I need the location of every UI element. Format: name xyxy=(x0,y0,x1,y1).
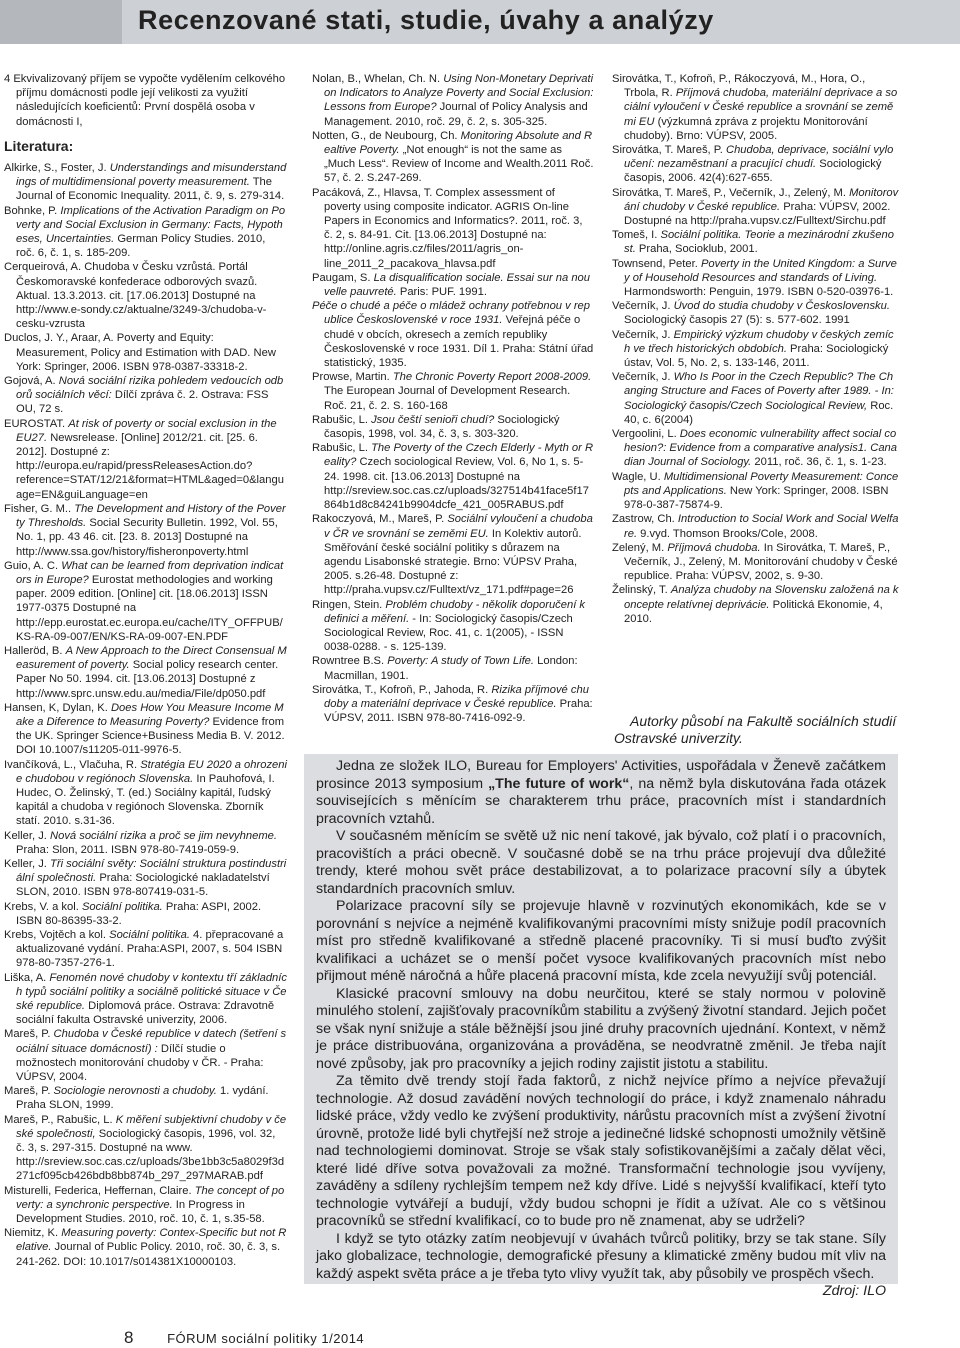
reference-entry xyxy=(4,559,287,644)
reference-entry xyxy=(4,417,287,502)
reference-details: In Pauhofová, I. Hudec, O. Želinský, T. (ed.) Sociálny kapitál, ľudský kapitál a chudoba v regiónoch Slovenska. Zborník statí. 2010. s.31-36. xyxy=(16,772,275,828)
footnote xyxy=(4,72,287,129)
reference-author: Zastrow, Ch. xyxy=(612,513,678,526)
reference-author: Mareš, P., Rabušic, L. xyxy=(4,1113,116,1126)
reference-details: Politická Ekonomie, 4, 2010. xyxy=(624,598,883,625)
reference-title: Problém chudoby - několik doporučení k definici a měření. xyxy=(324,598,586,625)
reference-entry xyxy=(612,427,899,470)
paragraph-text: Polarizace pracovní síly se projevuje hlavně v rozvinutých ekonomikách, kde se v porovnání s nejvíce a nejméně kvalifikovanými pracovními místy snižuje podíl pracovních míst pro středně kvalifikované a středně placené pracovníky. Ti si musí buďto zvýšit kvalifikaci a ucházet se o menší počet vysoce kvalifikovaných pracovních míst nebo přijmout méně náročná a hůře placená pracovní místa, kde zcela nevyužijí svůj potenciál. xyxy=(316,898,886,984)
reference-title: Nová sociální rizika a proč se jim nevyhneme. xyxy=(50,829,277,842)
paragraph-text: V současném měnícím se světě už nic není takové, jak bývalo, což platí i o pracovních, pracovištích a práci obecně. V současné době se na trhu práce projevují dva důležité trendy, které mohou svět práce destabilizovat, a to polarizace pracovní síly a úbytek standardních pracovních smluv. xyxy=(316,828,886,897)
reference-details: Sociologický časopis, 2006. 42(4):627-655. xyxy=(624,158,882,185)
reference-list-middle xyxy=(312,72,594,725)
footnote-text: Ekvivalizovaný příjem se vypočte vydělením celkového příjmu domácnosti podle její velikosti za využití následujících koeficientů: První dospělá osoba v domácnosti I, xyxy=(13,73,286,128)
reference-details: Harmondsworth: Penguin, 1979. ISBN 0-520-03976-1. xyxy=(624,286,894,299)
reference-entry xyxy=(4,644,287,701)
reference-details: The Journal of Economic Inequality. 2011, č. 9, s. 279-314. xyxy=(16,176,285,203)
reference-author: Hansen, K, Dylan, K. xyxy=(4,701,111,714)
reference-details: Czech sociological Review, Vol. 6, No 1, s. 5-24. 1998. cit. [13.06.2013] Dostupné na http://sreview.soc.cas.cz/uploads/327514b41face5f17864b1d8c84241b9904dcfe_421_005RABUS.pdf xyxy=(324,456,589,512)
reference-title: Sociologie nerovnosti a chudoby. xyxy=(53,1085,217,1098)
reference-details: Chudoba v Česku vzrůstá. Portál Českomoravské konfederace odborových svazů. Aktual. 13.3.2013. cit. [17.06.2013] Dostupné na http://www.e-sondy.cz/aktualne/3249-3/chudoba-v-cesku-vzrusta xyxy=(16,261,267,331)
reference-details: Journal of Public Policy. 2010, roč. 30, č. 3, s. 241-262. DOI: 10.1017/s014381X10000103. xyxy=(16,1241,281,1268)
reference-title: Chudoba, deprivace, sociální vyloučení: nezaměstnaní a pracující chudí. xyxy=(624,144,894,171)
paragraph-text: I když se tyto otázky zatím neobjevují v úvahách tvůrců politiky, brzy se tak stane. Síly jako globalizace, technologie, demografické přesuny a klimatické změny budou mít vliv na každý aspekt světa práce a je třeba tyto vlivy využít tak, aby působily ve prospěch všech. xyxy=(316,1230,886,1282)
reference-author: Večerník, J. xyxy=(612,328,674,341)
reference-details: 4. přepracované a aktualizované vydání. Praha:ASPI, 2007, s. 504 ISBN 978-80-7357-276-1. xyxy=(16,928,284,970)
paragraph-text: Za těmito dvě trendy stojí řada faktorů, z nichž nejvíce přímo a nejvíce převažují technologie. Až dosud zavádění nových technologií do práce, i když znamenalo náhradu lidské práce, vždy vedlo ke zvýšení produktivity, nárůstu pracovních míst a zvýšení životní úrovně, protože lidé byli chytřejší než stroje a jedinečné lidské schopnosti umožnily většině nad technologiemi dominovat. Stroje se však staly sofistikovanějšími a začaly dělat věci, které lidé dříve sotva považovali za možné. Transformační technologie jsou vyvíjeny, zaváděny a sdíleny rychlejším tempem než kdy dříve. Lidé s nejvyšší kvalifikací, kteří tyto technologie vytvářejí a budují, vždy budou schopni je řídit a užívat. Ale co s většinou pracovníků se střední kvalifikací, co to bude pro ně znamenat, aby se udrželi? xyxy=(316,1073,886,1229)
info-box-source: Zdroj: ILO xyxy=(822,1283,886,1299)
reference-entry xyxy=(4,502,287,559)
reference-details: Social Security Bulletin. 1992, Vol. 55, No. 1, pp. 43 46. cit. [23. 8. 2013] Dostupné na http://www.ssa.gov/history/fisheronpoverty.html xyxy=(16,517,278,558)
info-box-paragraph xyxy=(316,758,886,828)
reference-entry xyxy=(312,512,594,597)
reference-author: Halleröd, B. xyxy=(4,644,66,657)
reference-title: Chudoba v České republice v datech (šetření sociální situace domácností) : xyxy=(16,1028,287,1055)
reference-author: Pacáková, Z., Hlavsa, T. xyxy=(312,186,436,199)
reference-title: Understandings and misunderstandings of multidimensional poverty measurement. xyxy=(16,162,287,189)
reference-title: Sociální politika. xyxy=(109,928,190,941)
reference-author: Liška, A. xyxy=(4,971,50,984)
reference-entry xyxy=(312,683,594,726)
reference-entry xyxy=(312,129,594,186)
reference-details: Poverty and Equity: Measurement, Policy and Estimation with DAD. New York: Springer, 2006. ISBN 978-0387-33318-2. xyxy=(16,332,276,373)
reference-details: Praha: ASPI, 2002. ISBN 80-86395-33-2. xyxy=(16,900,262,927)
reference-author: Alkirke, S., Foster, J. xyxy=(4,162,110,175)
reference-entry xyxy=(4,1184,287,1227)
reference-entry xyxy=(312,441,594,512)
reference-author: Notten, G., de Neubourg, Ch. xyxy=(312,129,461,142)
reference-details: Complex assessment of poverty using composite indicator. AGRIS On-line Papers in Economics and Informatics?. 2011, roč. 3, č. 2, s. 84-91. Cit. [13.06.2013] Dostupné na: http://online.agris.cz/files/2011/agris_on-line_2011_2_pacakova_hlavsa.pdf xyxy=(324,186,583,270)
reference-details: „Not enough“ is not the same as „Much Less“. Review of Income and Wealth.2011 Roč. 57, č. 2. S.247-269. xyxy=(324,144,594,185)
reference-entry xyxy=(612,228,899,256)
reference-details: Newsrelease. [Online] 2012/21. cit. [25. 6. 2012]. Dostupné z: http://europa.eu/rapid/pressReleasesAction.do?reference=STAT/12/21&format=HTML&aged=0&language=EN&guiLanguage=en xyxy=(16,431,284,501)
info-box-paragraph xyxy=(316,828,886,898)
reference-details: Sociologický časopis, 1996, vol. 32, č. 3, s. 297-315. Dostupné na www. http://sreview.soc.cas.cz/uploads/3be1bb3c5a8029f3d271cf095cb426bdb8bb874b_297_297MARAB.pdf xyxy=(16,1127,285,1183)
reference-list-left xyxy=(4,161,287,1269)
reference-author: Želinský, T. xyxy=(612,584,671,597)
page-title: Recenzované stati, studie, úvahy a analýzy xyxy=(138,5,714,35)
reference-entry xyxy=(312,271,594,299)
reference-title: Příjmová chudoba. xyxy=(667,541,761,554)
reference-title: Does How You Measure Income Make a Diference to Measuring Poverty? xyxy=(16,701,284,728)
reference-author: Mareš, P. xyxy=(4,1085,54,1098)
reference-author: Nolan, B., Whelan, Ch. N. xyxy=(312,73,444,85)
reference-title: Jsou čeští senioři chudí? xyxy=(371,413,495,426)
reference-author: Sirovátka, T. Mareš, P., Večerník, J., Zelený, M. xyxy=(612,186,850,199)
page-footer xyxy=(124,1328,364,1348)
reference-author: Ringen, Stein. xyxy=(312,598,386,611)
reference-title: Rizika příjmové chudoby a materiální deprivace v České republice. xyxy=(324,683,589,710)
reference-title: Úvod do studia chudoby v Československu. xyxy=(673,300,890,313)
reference-title: Péče o chudé a péče o mládež ochrany potřebnou v republice Československé v roce 1931. xyxy=(312,300,591,327)
reference-title: Who Is Poor in the Czech Republic? The Changing Structure and Faces of Poverty after 1989. - In: Sociologický časopis/Czech Sociological Review, xyxy=(624,371,894,412)
reference-title: Stratégia EU 2020 a ohrozenie chudobou v regiónoch Slovenska. xyxy=(16,758,287,785)
reference-details: Sociologický časopis, 1998, vol. 34, č. 3, s. 303-320. xyxy=(324,413,560,441)
page-number: 8 xyxy=(124,1328,134,1347)
reference-title: Sociální vyloučení a chudoba v ČR ve srovnání se zeměmi EU. xyxy=(324,513,593,540)
reference-details: Journal of Policy Analysis and Management. 2010, roč. 29, č. 2, s. 305-325. xyxy=(324,101,588,128)
reference-author: Keller, J. xyxy=(4,829,51,842)
reference-author: Guio, A. C. xyxy=(4,559,62,572)
reference-author: Bohnke, P. xyxy=(4,204,61,217)
reference-details: Praha: VÚPSV, 2002. Dostupné na http://praha.vupsv.cz/Fulltext/Sirchu.pdf xyxy=(624,200,891,228)
reference-title: K měření subjektivní chudoby v české společnosti, xyxy=(16,1113,287,1140)
reference-entry xyxy=(4,260,287,331)
reference-author: Zelený, M. xyxy=(612,541,668,554)
reference-title: Fenomén nové chudoby v kontextu tří základních typů sociální politiky a sociálně politické situace v České republice. xyxy=(16,971,287,1012)
reference-details: London: Macmillan, 1901. xyxy=(324,655,578,682)
reference-details: - In: Sociologický časopis/Czech Sociological Review, Roc. 41, c. 1(2005), - ISSN 0038-0288. - s. 125-139. xyxy=(324,612,573,654)
reference-entry xyxy=(4,1027,287,1084)
reference-details: Praha, Socioklub, 2001. xyxy=(635,243,758,256)
reference-entry xyxy=(612,470,899,513)
reference-entry xyxy=(4,900,287,928)
reference-title: Empirický výzkum chudoby v českých zemích ve třech historických obdobích. xyxy=(624,328,894,355)
reference-entry xyxy=(612,186,899,229)
reference-details: Paris: PUF. 1991. xyxy=(396,286,487,299)
footnote-number: 4 xyxy=(4,73,11,85)
reference-entry xyxy=(4,331,287,374)
reference-entry xyxy=(4,1084,287,1112)
reference-entry xyxy=(612,143,899,186)
reference-entry xyxy=(312,299,594,370)
reference-title: Introduction to Social Work and Social Welfare. xyxy=(624,513,899,540)
reference-title: Monitorování chudoby v České republice. xyxy=(624,186,899,213)
reference-title: Monitoring Absolute and Realtive Poverty. xyxy=(324,129,593,157)
reference-author: Townsend, Peter. xyxy=(612,257,701,270)
reference-author: Paugam, S. xyxy=(312,271,374,284)
reference-list-right xyxy=(612,72,899,626)
reference-author: Sirovátka, T., Kofroň, P., Rákoczyová, M., Hora, O., Trbola, R. xyxy=(612,73,866,100)
reference-entry xyxy=(612,370,899,427)
reference-title: A New Approach to the Direct Consensual Measurement of poverty. xyxy=(16,644,287,672)
reference-details: In Sirovátka, T. Mareš, P., Večerník, J., Zelený, M. Monitorování chudoby v České republice. Praha: VÚPSV, 2002, s. 9-30. xyxy=(624,541,898,583)
info-box-paragraph xyxy=(316,986,886,1074)
reference-title: Implications of the Activation Paradigm on Poverty and Social Exclusion in Germany: Facts, Hypotheses, Uncertainties. xyxy=(16,204,286,246)
reference-entry xyxy=(4,758,287,829)
reference-details: In Progress in Development Studies. 2010, roč. 10, č. 1, s.35-58. xyxy=(16,1198,265,1226)
reference-details: New York: Springer, 2008. ISBN 978-0-387-75874-9. xyxy=(624,484,889,512)
reference-details: In Kolektiv autorů. Směřování české sociální politiky s důrazem na agendu Lisabonské strategie. Brno: VÚPSV Praha, 2005. s.26-48. Dostupné z: http://praha.vupsv.cz/Fulltext/vz_171.pdf#page=26 xyxy=(324,527,582,597)
reference-author: Keller, J. xyxy=(4,857,51,870)
reference-author: Sirovátka, T., Kofroň, P., Jahoda, R. xyxy=(312,683,492,696)
reference-details: Eurostat methodologies and working paper. 2009 edition. [Online] cit. [18.06.2013] ISSN 1977-0375 Dostupné na http://epp.eurostat.ec.europa.eu/cache/ITY_OFFPUB/KS-RA-09-007/EN/KS-RA-09-007-EN.PDF xyxy=(16,573,283,643)
reference-title: Poverty: A study of Town Life. xyxy=(387,655,535,668)
reference-author: EUROSTAT. xyxy=(4,417,69,430)
reference-author: Mareš, P. xyxy=(4,1028,54,1041)
reference-details: Diplomová práce. Ostrava: Zdravotně sociální fakulta Ostravské univerzity, 2006. xyxy=(16,1000,275,1027)
reference-entry xyxy=(312,413,594,441)
reference-entry xyxy=(4,161,287,204)
reference-entry xyxy=(4,1226,287,1269)
reference-entry xyxy=(612,299,899,327)
reference-title: At risk of poverty or social exclusion in the EU27. xyxy=(16,417,277,444)
reference-entry xyxy=(4,971,287,1028)
reference-author: Krebs, Vojtěch a kol. xyxy=(4,928,110,941)
reference-title: The Chronic Poverty Report 2008-2009. xyxy=(392,371,592,384)
reference-entry xyxy=(312,186,594,271)
reference-title: What can be learned from deprivation indicators in Europe? xyxy=(16,559,284,586)
reference-title: Does economic vulnerability affect social cohesion?: Evidence from a comparative analysis1. Canadian Journal of Sociology. xyxy=(624,428,897,469)
reference-author: Ivančíková, L., Vlačuha, R. xyxy=(4,758,141,771)
reference-details: Praha: Sociologický ústav, Vol. 5, No. 2, s. 133-146, 2011. xyxy=(624,342,889,370)
column-right xyxy=(612,72,899,626)
reference-title: The concept of poverty: a synchronic perspective. xyxy=(16,1184,285,1211)
paragraph-text: , na němž byla diskutována řada otázek souvisejících s měnícím se charakterem trhu práce, pracovních míst i standardních pracovních vztahů. xyxy=(316,775,886,827)
reference-entry xyxy=(312,370,594,413)
authors-note: Autorky působí na Fakultě sociálních studií Ostravské univerzity. xyxy=(614,713,897,746)
reference-details: German Policy Studies. 2010, roč. 6, č. 1, s. 185-209. xyxy=(16,233,266,260)
reference-author: Misturelli, Federica, Heffernan, Claire. xyxy=(4,1184,195,1197)
reference-author: Sirovátka, T. Mareš, P. xyxy=(612,144,726,157)
reference-details: 1. vydání. Praha SLON, 1999. xyxy=(16,1085,269,1112)
reference-details: Roc. 40, c. 6(2004) xyxy=(624,399,894,426)
reference-author: Niemitz, K. xyxy=(4,1227,62,1240)
reference-author: Vergoolini, L. xyxy=(612,428,680,441)
reference-author: Duclos, J. Y., Araar, A. xyxy=(4,332,117,345)
reference-title: Multidimensional Poverty Measurement: Concepts and Applications. xyxy=(624,470,899,497)
reference-entry xyxy=(4,374,287,417)
column-left xyxy=(4,72,287,1269)
header-accent-bar xyxy=(0,0,122,44)
reference-entry xyxy=(4,829,287,857)
literature-heading: Literatura: xyxy=(4,137,74,154)
reference-details: Social policy research center. Paper No 50. 1994. cit. [13.06.2013] Dostupné z http://www.sprc.unsw.edu.au/media/File/dp050.pdf xyxy=(16,659,279,700)
info-box-paragraph xyxy=(316,1231,886,1284)
reference-details: Praha: VÚPSV, 2011. ISBN 978-80-7416-092-9. xyxy=(324,697,593,725)
reference-entry xyxy=(612,541,899,584)
reference-title: The Poverty of the Czech Elderly - Myth or Reality? xyxy=(324,442,594,469)
reference-entry xyxy=(4,701,287,758)
reference-title: Using Non-Monetary Deprivation Indicators to Analyze Poverty and Social Exclusion: Lessons from Europe? xyxy=(324,73,594,114)
reference-details: (výzkumná zpráva z projektu Monitorování chudoby). Brno: VÚPSV, 2005. xyxy=(624,115,868,142)
reference-entry xyxy=(312,654,594,682)
reference-entry xyxy=(312,598,594,655)
reference-author: Prowse, Martin. xyxy=(312,371,393,384)
reference-author: Gojová, A. xyxy=(4,375,59,388)
reference-title: Sociální politika. xyxy=(81,900,163,913)
reference-author: Wagle, U. xyxy=(612,470,664,483)
reference-author: Fisher, G. M.. xyxy=(4,502,75,515)
reference-entry xyxy=(4,1113,287,1184)
ilo-info-box xyxy=(304,746,898,1299)
reference-entry xyxy=(612,72,899,143)
reference-author: Večerník, J. xyxy=(612,371,674,384)
reference-author: Krebs, V. a kol. xyxy=(4,900,82,913)
paragraph-text: Jedna ze složek ILO, Bureau for Employers' Activities, uspořádala v Ženevě začátkem prosince 2013 symposium xyxy=(316,758,886,792)
reference-author: Večerník, J. xyxy=(612,300,674,313)
info-box-paragraph xyxy=(316,898,886,986)
reference-author: Rabušic, L. xyxy=(312,442,372,455)
reference-details: Praha: Sociologické nakladatelství SLON, 2010. ISBN 978-807419-031-5. xyxy=(16,872,270,899)
reference-details: Praha: Slon, 2011. ISBN 978-80-7419-059-9. xyxy=(16,843,240,856)
column-middle xyxy=(312,72,594,725)
page-header xyxy=(0,0,960,44)
reference-entry xyxy=(4,204,287,261)
reference-author: Rowntree B.S. xyxy=(312,655,388,668)
reference-author: Tomeš, I. xyxy=(612,229,661,242)
info-box-paragraph xyxy=(316,1073,886,1231)
reference-entry xyxy=(4,857,287,900)
reference-title: Příjmová chudoba, materiální deprivace a sociální vyloučení v České republice a srovnání se zeměmi EU xyxy=(624,87,898,128)
reference-title: La disqualification sociale. Essai sur na nouvelle pauvreté. xyxy=(324,271,590,299)
reference-details: Dílčí studie o možnostech monitorování chudoby v ČR. - Praha: VÚPSV, 2004. xyxy=(16,1042,264,1084)
reference-entry xyxy=(4,928,287,971)
reference-title: Measuring poverty: Contex-Specific but not Relative. xyxy=(16,1227,287,1254)
reference-title: The Development and History of the Poverty Thresholds. xyxy=(16,502,286,530)
info-box-body xyxy=(304,754,898,1301)
journal-name: FÓRUM sociální politiky 1/2014 xyxy=(167,1331,365,1346)
reference-entry xyxy=(612,257,899,300)
reference-author: Rabušic, L. xyxy=(312,413,372,426)
reference-title: Nová sociální rizika pohledem vedoucích odborů sociálních věcí: xyxy=(16,375,284,402)
reference-author: Rakoczyová, M., Mareš, P. xyxy=(312,513,448,526)
reference-title: Poverty in the United Kingdom: a Survey of Household Resources and standards of Living. xyxy=(624,257,897,284)
reference-details: 9.vyd. Thomson Brooks/Cole, 2008. xyxy=(637,527,818,540)
reference-details: Evidence from the UK. Springer Science+Business Media B. V. 2012. DOI 10.1007/s11205-011-9976-5. xyxy=(16,715,285,757)
paragraph-text: Klasické pracovní smlouvy na dobu neurčitou, které se staly normou v polovině minulého stolení, zajišťovaly pracovníkům stabilitu a zvýšený životní standard. Jejich počet se však nyní snižuje a stále běžnější jsou jiné druhy pracovních ujednání. Kontext, v němž je práce distribuována, organizována a prováděna, se neodvratně změnil. Je třeba najít nové způsoby, jak pro pracovníky a jejich rodiny zajistit jistotu a stabilitu. xyxy=(316,985,886,1072)
reference-details: 2011, roč. 36, č. 1, s. 1-23. xyxy=(751,456,887,469)
reference-entry xyxy=(312,72,594,129)
reference-title: Sociální politika. Teorie a mezinárodní zkušenost. xyxy=(624,229,894,256)
reference-details: The European Journal of Development Research. Roč. 21, č. 2. S. 160-168 xyxy=(324,385,571,412)
reference-entry xyxy=(612,328,899,371)
symposium-name: „The future of work“ xyxy=(488,775,630,792)
reference-details: Veřejná péče o chudé v obcích, okresech a zemích republiky Československé v roce 1931. Díl 1. Praha: Státní úřad statistický, 1935. xyxy=(324,314,594,370)
reference-details: Sociologický časopis 27 (5): s. 577-602. 1991 xyxy=(624,314,850,327)
reference-title: Analýza chudoby na Slovensku založená na koncepte relatívnej deprivácie. xyxy=(624,584,899,611)
reference-author: Cerqueirová, A. xyxy=(4,261,85,274)
reference-details: Dílčí zpráva č. 2. Ostrava: FSS OU, 72 s. xyxy=(16,389,269,416)
reference-entry xyxy=(612,583,899,626)
reference-entry xyxy=(612,512,899,540)
reference-title: Tři sociální světy: Sociální struktura postindustriální společnosti. xyxy=(16,857,287,885)
